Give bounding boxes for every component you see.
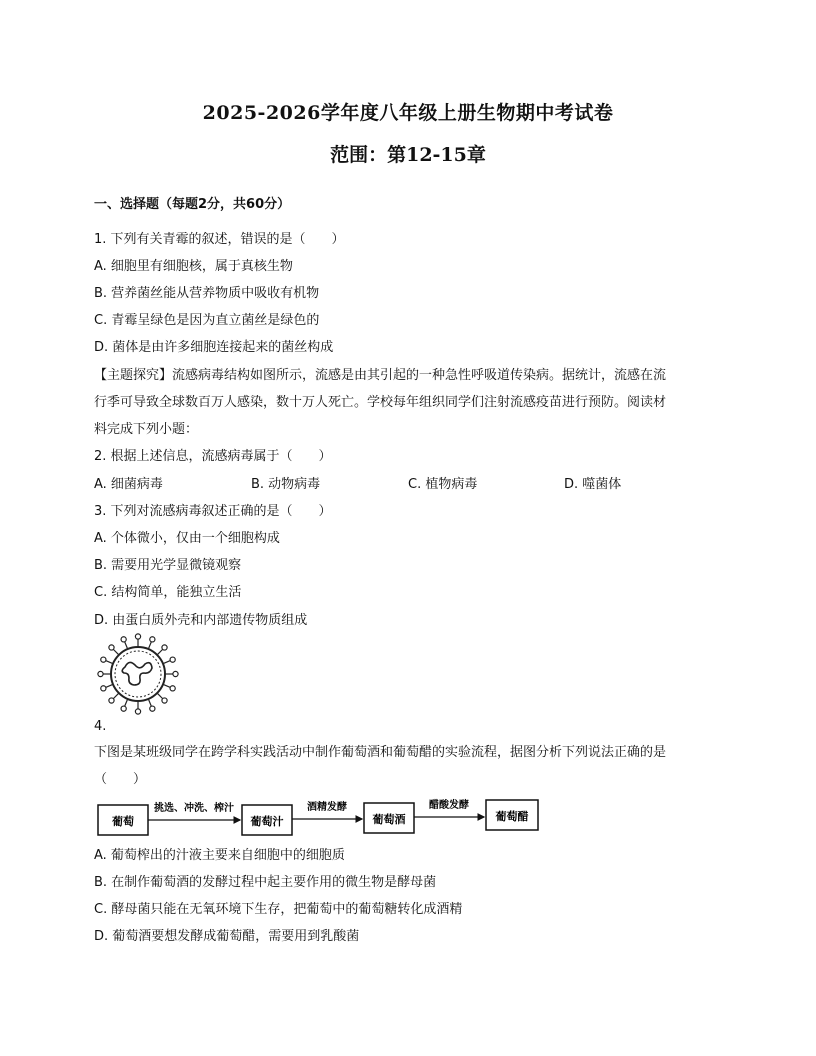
virus-spike-head: [170, 657, 175, 662]
virus-spike: [163, 661, 170, 664]
q4-number: 4.: [94, 719, 107, 734]
virus-spike: [148, 699, 151, 706]
q4-stem-line-2: （ ）: [94, 772, 147, 787]
influenza-virus-image: [97, 633, 179, 715]
virus-spike-head: [135, 634, 140, 639]
virus-spike-head: [162, 698, 167, 703]
virus-spike-head: [150, 706, 155, 711]
virus-spike-head: [121, 706, 126, 711]
flow-step-3: 醋酸发酵: [429, 800, 469, 811]
q1-option-c: C. 青霉呈绿色是因为直立菌丝是绿色的: [94, 313, 320, 328]
virus-spike: [106, 661, 113, 664]
q3-option-c: C. 结构简单，能独立生活: [94, 585, 242, 600]
q1-option-b: B. 营养菌丝能从营养物质中吸收有机物: [94, 286, 320, 301]
q1-option-a: A. 细胞里有细胞核，属于真核生物: [94, 259, 293, 274]
q4-stem-line-1: 下图是某班级同学在跨学科实践活动中制作葡萄酒和葡萄醋的实验流程，据图分析下列说法正确的是: [94, 745, 667, 760]
q3-option-a: A. 个体微小，仅由一个细胞构成: [94, 531, 280, 546]
q3-option-b: B. 需要用光学显微镜观察: [94, 558, 242, 573]
theme-line-3: 料完成下列小题：: [94, 422, 199, 437]
q4-option-a: A. 葡萄榨出的汁液主要来自细胞中的细胞质: [94, 848, 345, 863]
flow-step-2: 酒精发酵: [307, 802, 347, 813]
virus-spike-head: [135, 709, 140, 714]
virus-spike-head: [162, 645, 167, 650]
virus-spike: [113, 649, 119, 655]
virus-spike: [157, 693, 163, 699]
virus-spike: [113, 693, 119, 699]
q2-option-c: C. 植物病毒: [408, 477, 478, 492]
q3-stem: 3. 下列对流感病毒叙述正确的是（ ）: [94, 504, 332, 519]
virus-spike: [157, 649, 163, 655]
virus-spike-head: [101, 686, 106, 691]
flow-label-grape: 葡萄: [112, 815, 134, 828]
flow-label-wine: 葡萄酒: [372, 813, 406, 826]
q2-stem: 2. 根据上述信息，流感病毒属于（ ）: [94, 449, 332, 464]
q4-option-c: C. 酵母菌只能在无氧环境下生存，把葡萄中的葡萄糖转化成酒精: [94, 902, 463, 917]
q2-option-b: B. 动物病毒: [251, 477, 321, 492]
virus-spike-head: [121, 637, 126, 642]
virus-spike-head: [150, 637, 155, 642]
virus-spike-head: [109, 698, 114, 703]
section-heading: 一、选择题（每题2分，共60分）: [94, 197, 291, 212]
q2-option-d: D. 噬菌体: [564, 477, 622, 492]
virus-spike: [106, 684, 113, 687]
q3-option-d: D. 由蛋白质外壳和内部遗传物质组成: [94, 613, 308, 628]
virus-spike-head: [109, 645, 114, 650]
virus-spike-head: [170, 686, 175, 691]
virus-spike: [163, 684, 170, 687]
q4-option-d: D. 葡萄酒要想发酵成葡萄醋，需要用到乳酸菌: [94, 929, 360, 944]
virus-spike: [148, 642, 151, 649]
theme-line-2: 行季可导致全球数百万人感染，数十万人死亡。学校每年组织同学们注射流感疫苗进行预防。阅读材: [94, 395, 667, 410]
virus-spike-head: [173, 671, 178, 676]
q1-stem: 1. 下列有关青霉的叙述，错误的是（ ）: [94, 232, 345, 247]
q1-option-d: D. 菌体是由许多细胞连接起来的菌丝构成: [94, 340, 334, 355]
wine-vinegar-flowchart: [96, 796, 542, 838]
q2-option-a: A. 细菌病毒: [94, 477, 163, 492]
theme-line-1: 【主题探究】流感病毒结构如图所示，流感是由其引起的一种急性呼吸道传染病。据统计，流感在流: [94, 368, 667, 383]
virus-spike: [125, 699, 128, 706]
virus-spike: [125, 642, 128, 649]
virus-spike-head: [98, 671, 103, 676]
exam-title: 2025-2026学年度八年级上册生物期中考试卷: [202, 102, 614, 124]
exam-scope: 范围：第12-15章: [330, 144, 486, 166]
flow-label-vinegar: 葡萄醋: [495, 810, 529, 823]
virus-spike-head: [101, 657, 106, 662]
flow-step-1: 挑选、冲洗、榨汁: [154, 803, 234, 814]
q4-option-b: B. 在制作葡萄酒的发酵过程中起主要作用的微生物是酵母菌: [94, 875, 437, 890]
flow-label-juice: 葡萄汁: [250, 815, 284, 828]
